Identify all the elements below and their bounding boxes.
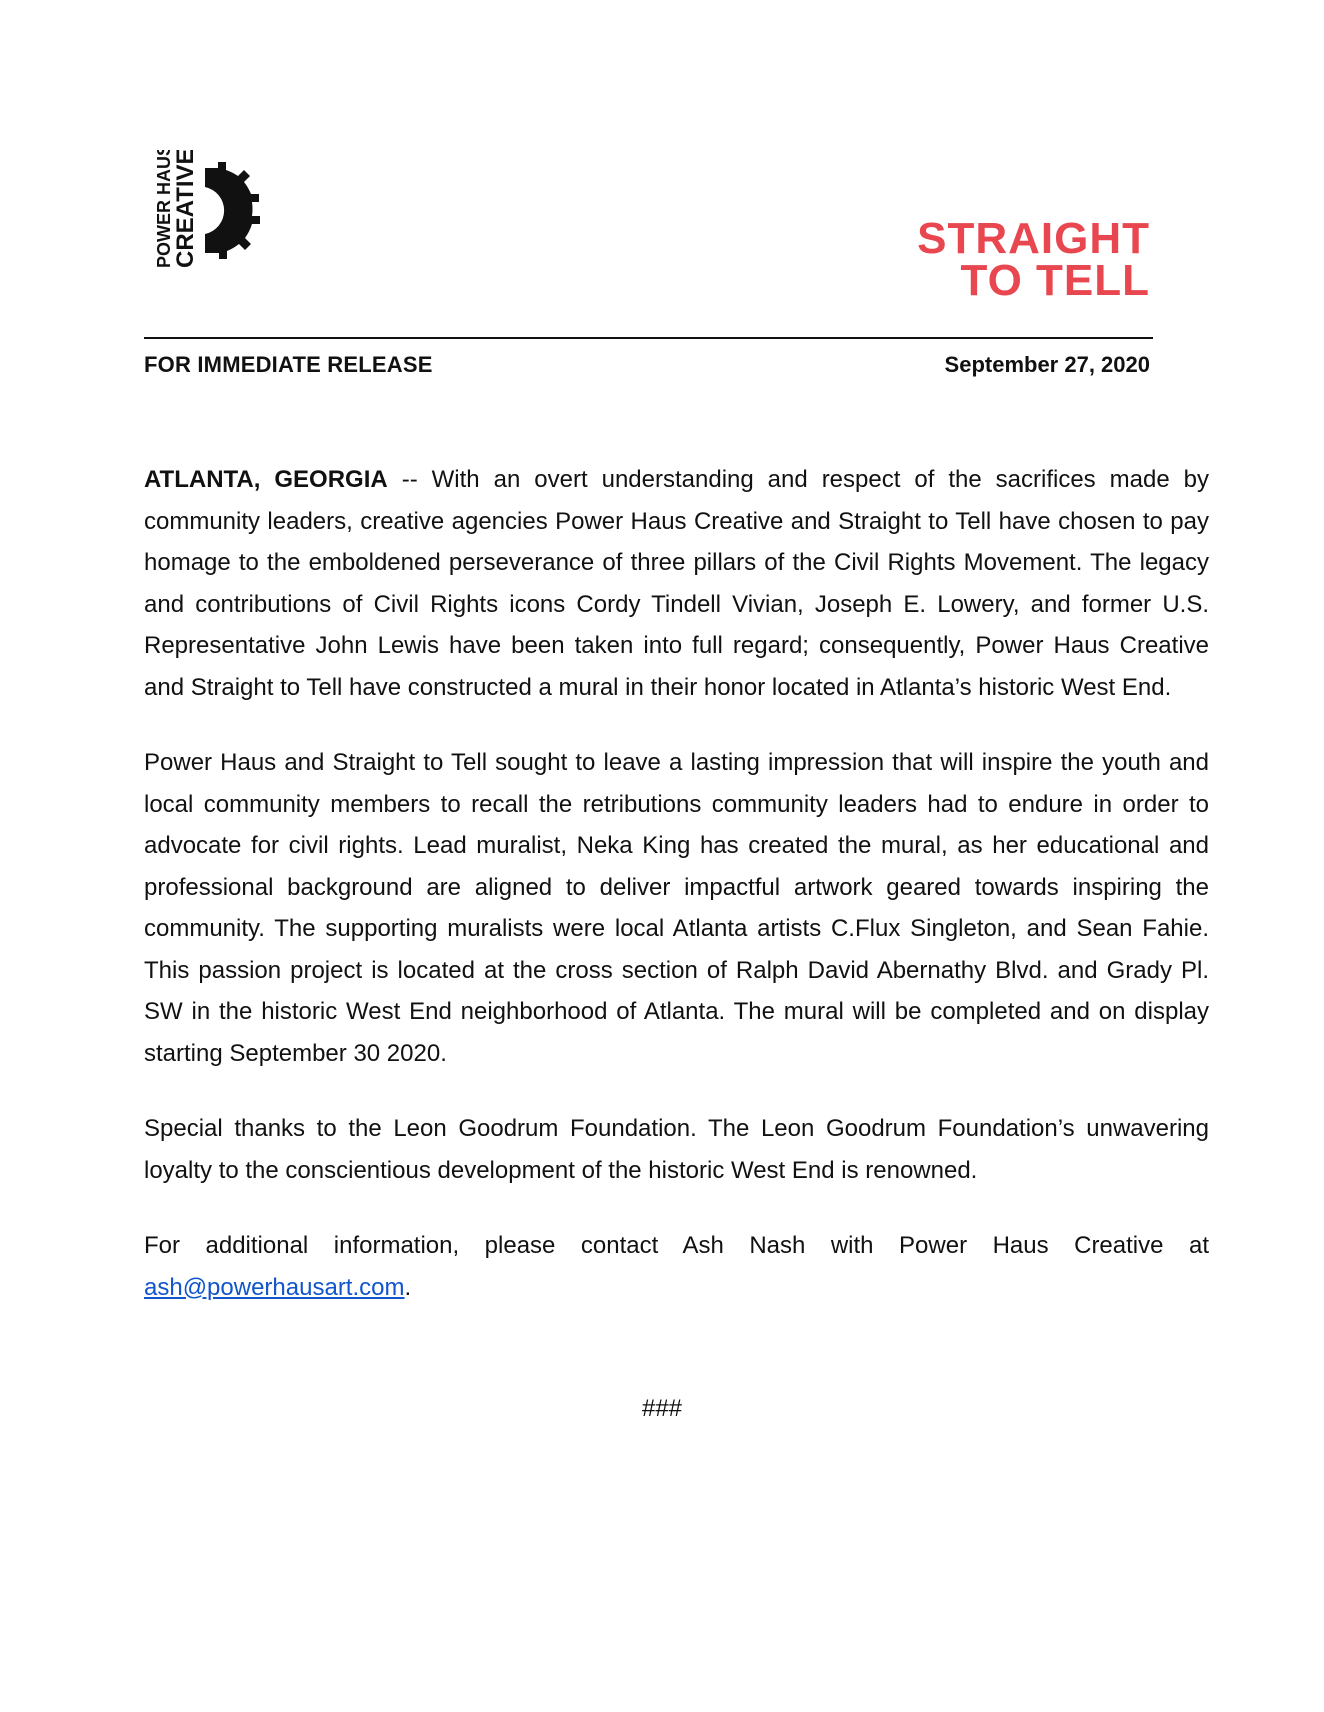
paragraph-contact-text: For additional information, please contact Ash Nash with Power Haus Creative at [144, 1232, 1209, 1259]
power-haus-creative-logo [150, 150, 290, 295]
contact-email-link[interactable]: ash@powerhausart.com [144, 1273, 405, 1301]
paragraph-intro [144, 459, 1209, 708]
paragraph-intro-text: -- With an overt understanding and respect of the sacrifices made by community leaders, creative agencies Power Haus Creative and Straight to Tell have chosen to pay homage to the emboldened perseverance of three pillars of the Civil Rights Movement. The legacy and contributions of Civil Rights icons Cordy Tindell Vivian, Joseph E. Lowery, and former U.S. Representative John Lewis have been taken into full regard; consequently, Power Haus Creative and Straight to Tell have constructed a mural in their honor located in Atlanta’s historic West End. [144, 466, 1209, 701]
dateline: ATLANTA, GEORGIA [144, 466, 388, 493]
paragraph-contact-end: . [404, 1273, 412, 1301]
gear-icon [205, 162, 260, 259]
power-haus-creative-logo-graphic [150, 150, 290, 295]
release-label: FOR IMMEDIATE RELEASE [144, 352, 433, 377]
paragraph-muralists: Power Haus and Straight to Tell sought to leave a lasting impression that will inspire the youth and local community members to recall the retributions community leaders had to endure in order to advocate for civil rights. Lead muralist, Neka King has created the mural, as her educational and professional background are aligned to deliver impactful artwork geared towards inspiring the community. The supporting muralists were local Atlanta artists C.Flux Singleton, and Sean Fahie. This passion project is located at the cross section of Ralph David Abernathy Blvd. and Grady Pl. SW in the historic West End neighborhood of Atlanta. The mural will be completed and on display starting September 30 2020. [144, 749, 1209, 1067]
header-divider [144, 337, 1153, 339]
press-release-body [144, 459, 1209, 1342]
paragraph-contact [144, 1225, 1209, 1308]
logo-text-power-haus: POWER HAUS [154, 150, 174, 268]
logo-text-to-tell: TO TELL [960, 256, 1150, 305]
logo-text-creative: CREATIVE [172, 150, 199, 268]
paragraph-thanks: Special thanks to the Leon Goodrum Foundation. The Leon Goodrum Foundation’s unwavering loyalty to the conscientious development of the historic West End is renowned. [144, 1115, 1209, 1184]
end-mark: ### [641, 1395, 683, 1422]
logo-text-straight: STRAIGHT [917, 214, 1150, 263]
straight-to-tell-logo [850, 214, 1150, 305]
release-date: September 27, 2020 [944, 352, 1150, 377]
